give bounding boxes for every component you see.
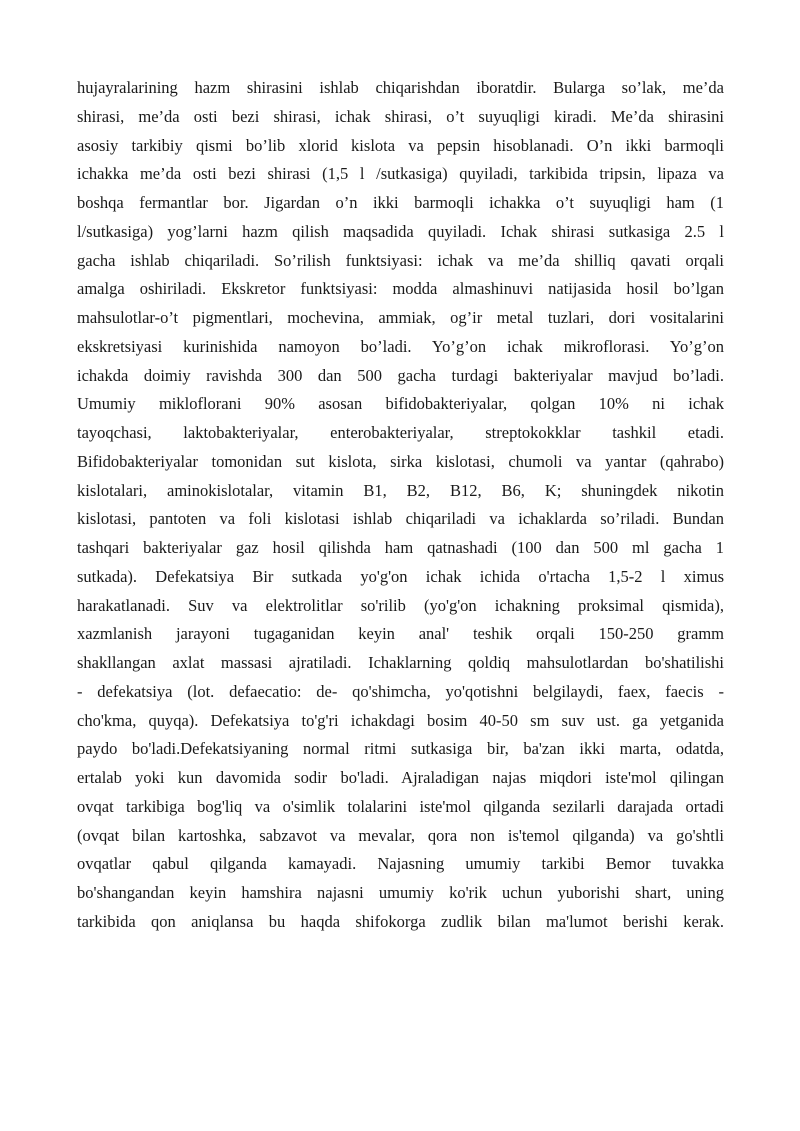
text-line: amalga oshiriladi. Ekskretor funktsiyasi: modda almashinuvi natijasida hosil bo’lgan	[77, 279, 724, 299]
text-line: kislotalari, aminokislotalar, vitamin B1, B2, B12, B6, K; shuningdek nikotin	[77, 480, 724, 500]
text-line: asosiy tarkibiy qismi bo’lib xlorid kislota va pepsin hisoblanadi. O’n ikki barmoqli	[77, 135, 724, 155]
text-line: shirasi, me’da osti bezi shirasi, ichak shirasi, o’t suyuqligi kiradi. Me’da shirasini	[77, 106, 724, 126]
text-line: paydo bo'ladi.Defekatsiyaning normal ritmi sutkasiga bir, ba'zan ikki marta, odatda,	[77, 739, 724, 759]
text-line: gacha ishlab chiqariladi. So’rilish funktsiyasi: ichak va me’da shilliq qavati orqali	[77, 250, 724, 270]
text-line: xazmlanish jarayoni tugaganidan keyin anal' teshik orqali 150-250 gramm	[77, 624, 724, 644]
text-line: mahsulotlar-o’t pigmentlari, mochevina, ammiak, og’ir metal tuzlari, dori vositalarini	[77, 308, 724, 327]
text-line: (ovqat bilan kartoshka, sabzavot va mevalar, qora non is'temol qilganda) va go'shtli	[77, 825, 724, 845]
text-line: tarkibida qon aniqlansa bu haqda shifokorga zudlik bilan ma'lumot berishi kerak.	[77, 911, 724, 931]
text-line: Umumiy mikloflorani 90% asosan bifidobakteriyalar, qolgan 10% ni ichak	[77, 394, 724, 414]
text-line: tashqari bakteriyalar gaz hosil qilishda ham qatnashadi (100 dan 500 ml gacha 1	[77, 538, 724, 557]
text-line: shakllangan axlat massasi ajratiladi. Ichaklarning qoldiq mahsulotlardan bo'shatilishi	[77, 653, 724, 672]
text-line: ovqatlar qabul qilganda kamayadi. Najasning umumiy tarkibi Bemor tuvakka	[77, 854, 724, 874]
text-line: tayoqchasi, laktobakteriyalar, enterobakteriyalar, streptokokklar tashkil etadi.	[77, 423, 724, 442]
text-line: ekskretsiyasi kurinishida namoyon bo’ladi. Yo’g’on ichak mikroflorasi. Yo’g’on	[77, 336, 724, 356]
text-line: l/sutkasiga) yog’larni hazm qilish maqsadida quyiladi. Ichak shirasi sutkasiga 2.5 l	[77, 221, 724, 241]
text-line: Bifidobakteriyalar tomonidan sut kislota, sirka kislotasi, chumoli va yantar (qahrabo)	[77, 451, 724, 471]
text-line: kislotasi, pantoten va foli kislotasi ishlab chiqariladi va ichaklarda so’riladi. Bundan	[77, 509, 724, 529]
text-line: - defekatsiya (lot. defaecatio: de- qo'shimcha, yo'qotishni belgilaydi, faex, faecis -	[77, 681, 724, 701]
text-line: ovqat tarkibiga bog'liq va o'simlik tolalarini iste'mol qilganda sezilarli darajada ortadi	[77, 796, 724, 816]
body-text	[77, 74, 724, 937]
text-line: ichakka me’da osti bezi shirasi (1,5 l /sutkasiga) quyiladi, tarkibida tripsin, lipaza va	[77, 164, 724, 184]
text-line: harakatlanadi. Suv va elektrolitlar so'rilib (yo'g'on ichakning proksimal qismida),	[77, 595, 724, 615]
text-line: cho'kma, quyqa). Defekatsiya to'g'ri ichakdagi bosim 40-50 sm suv ust. ga yetganida	[77, 710, 724, 730]
text-line: hujayralarining hazm shirasini ishlab chiqarishdan iboratdir. Bularga so’lak, me’da	[77, 78, 724, 97]
text-line: ichakda doimiy ravishda 300 dan 500 gacha turdagi bakteriyalar mavjud bo’ladi.	[77, 365, 724, 385]
text-line: sutkada). Defekatsiya Bir sutkada yo'g'on ichak ichida o'rtacha 1,5-2 l ximus	[77, 566, 724, 586]
text-line: bo'shangandan keyin hamshira najasni umumiy ko'rik uchun yuborishi shart, uning	[77, 883, 724, 902]
text-line: ertalab yoki kun davomida sodir bo'ladi. Ajraladigan najas miqdori iste'mol qilingan	[77, 768, 724, 787]
text-line: boshqa fermantlar bor. Jigardan o’n ikki barmoqli ichakka o’t suyuqligi ham (1	[77, 193, 724, 212]
